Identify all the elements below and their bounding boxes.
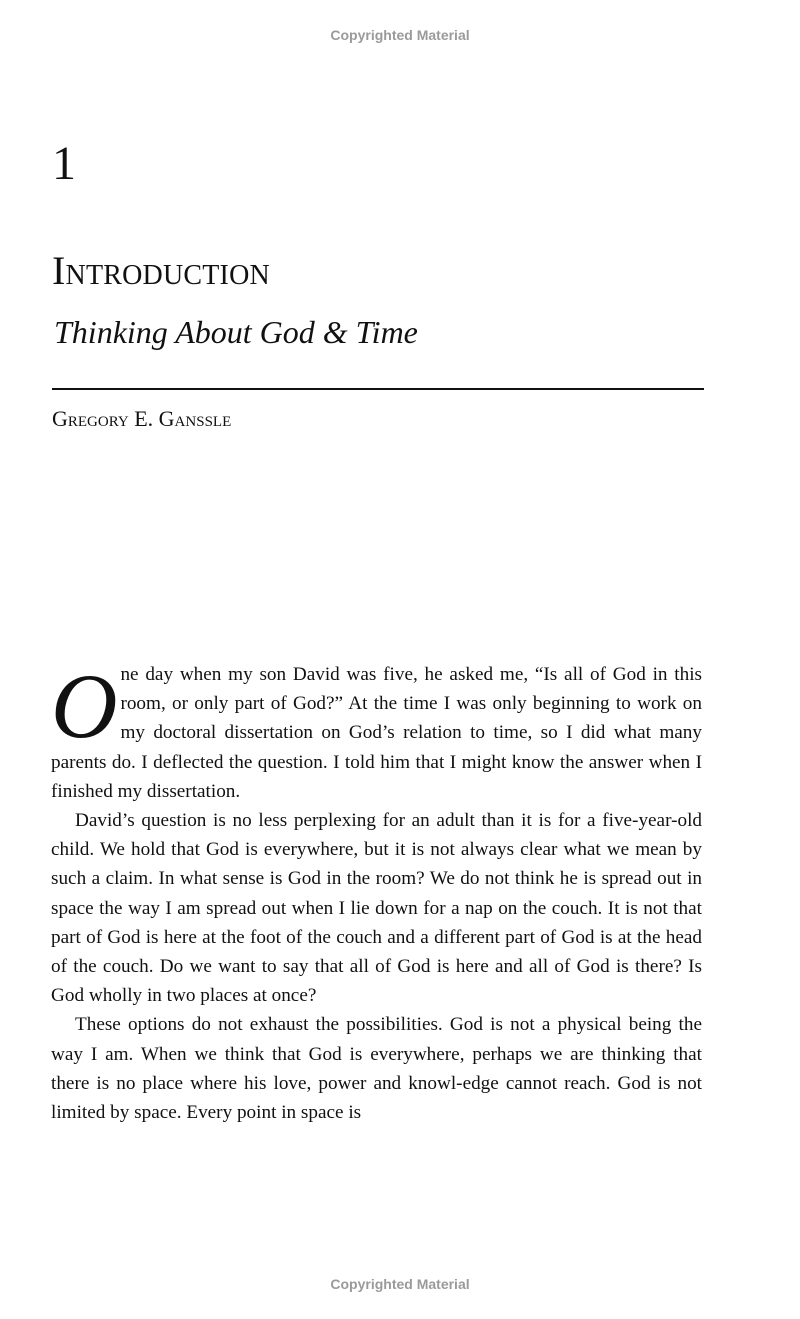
body-text	[51, 655, 702, 1127]
copyright-watermark-top: Copyrighted Material	[330, 27, 470, 43]
paragraph-3: These options do not exhaust the possibilities. God is not a physical being the way I am. When we think that God is everywhere, perhaps we are thinking that there is no place where his love, power and knowl-edge cannot reach. God is not limited by space. Every point in space is	[51, 1014, 702, 1124]
chapter-author: Gregory E. Ganssle	[52, 406, 232, 431]
chapter-title: Introduction	[52, 248, 270, 293]
paragraph-2: David’s question is no less perplexing for an adult than it is for a five-year-old child. We hold that God is everywhere, but it is not always clear what we mean by such a claim. In what sense is God in the room? We do not think he is spread out in space the way I am spread out when I lie down for a nap on the couch. It is not that part of God is here at the foot of the couch and a different part of God is at the head of the couch. Do we want to say that all of God is here and all of God is there? Is God wholly in two places at once?	[51, 810, 702, 1007]
copyright-watermark-bottom: Copyrighted Material	[330, 1276, 470, 1292]
title-divider	[52, 388, 704, 390]
drop-cap: O	[51, 655, 118, 757]
paragraph-1-text: ne day when my son David was five, he asked me, “Is all of God in this room, or only part of God?” At the time I was only beginning to work on my doctoral dissertation on God’s relation to time, so I did what many parents do. I deflected the question. I told him that I might know the answer when I finished my dissertation.	[51, 664, 702, 802]
paragraph-1	[51, 655, 702, 806]
chapter-number: 1	[52, 137, 76, 190]
chapter-subtitle: Thinking About God & Time	[54, 314, 418, 350]
